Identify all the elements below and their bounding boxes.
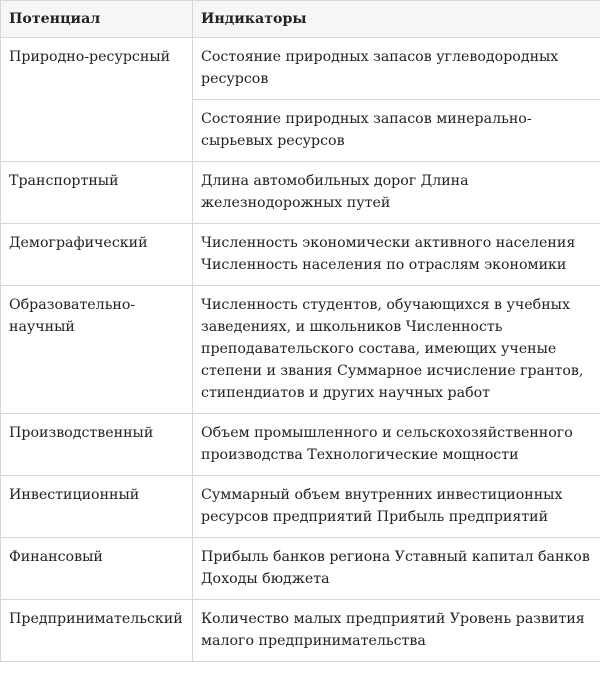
potential-cell: Природно-ресурсный — [1, 38, 193, 162]
table-header-row — [1, 1, 600, 38]
potential-cell: Транспортный — [1, 162, 193, 224]
potential-cell: Производственный — [1, 414, 193, 476]
indicators-cell: Численность студентов, обучающихся в учебных заведениях, и школьников Численность преподавательского состава, имеющих ученые степени и звания Суммарное исчисление грантов, стипендиатов и других научных работ — [193, 286, 600, 414]
indicators-cell: Объем промышленного и сельскохозяйственного производства Технологические мощности — [193, 414, 600, 476]
indicators-cell: Прибыль банков региона Уставный капитал банков Доходы бюджета — [193, 538, 600, 600]
potential-cell: Инвестиционный — [1, 476, 193, 538]
indicators-cell: Суммарный объем внутренних инвестиционных ресурсов предприятий Прибыль предприятий — [193, 476, 600, 538]
table-row — [1, 38, 600, 100]
indicators-cell: Численность экономически активного населения Численность населения по отраслям экономики — [193, 224, 600, 286]
potential-cell: Предпринимательский — [1, 600, 193, 662]
table-row — [1, 600, 600, 662]
potential-cell: Образовательно-научный — [1, 286, 193, 414]
header-potential: Потенциал — [1, 1, 193, 38]
table-row — [1, 286, 600, 414]
table-row — [1, 538, 600, 600]
potential-cell: Демографический — [1, 224, 193, 286]
table-row — [1, 476, 600, 538]
potential-cell: Финансовый — [1, 538, 193, 600]
table-row — [1, 414, 600, 476]
table-row — [1, 224, 600, 286]
header-indicators: Индикаторы — [193, 1, 600, 38]
indicators-cell: Длина автомобильных дорог Длина железнодорожных путей — [193, 162, 600, 224]
indicators-cell: Состояние природных запасов минерально-сырьевых ресурсов — [193, 100, 600, 162]
table-row — [1, 162, 600, 224]
indicators-cell: Количество малых предприятий Уровень развития малого предпринимательства — [193, 600, 600, 662]
indicators-cell: Состояние природных запасов углеводородных ресурсов — [193, 38, 600, 100]
